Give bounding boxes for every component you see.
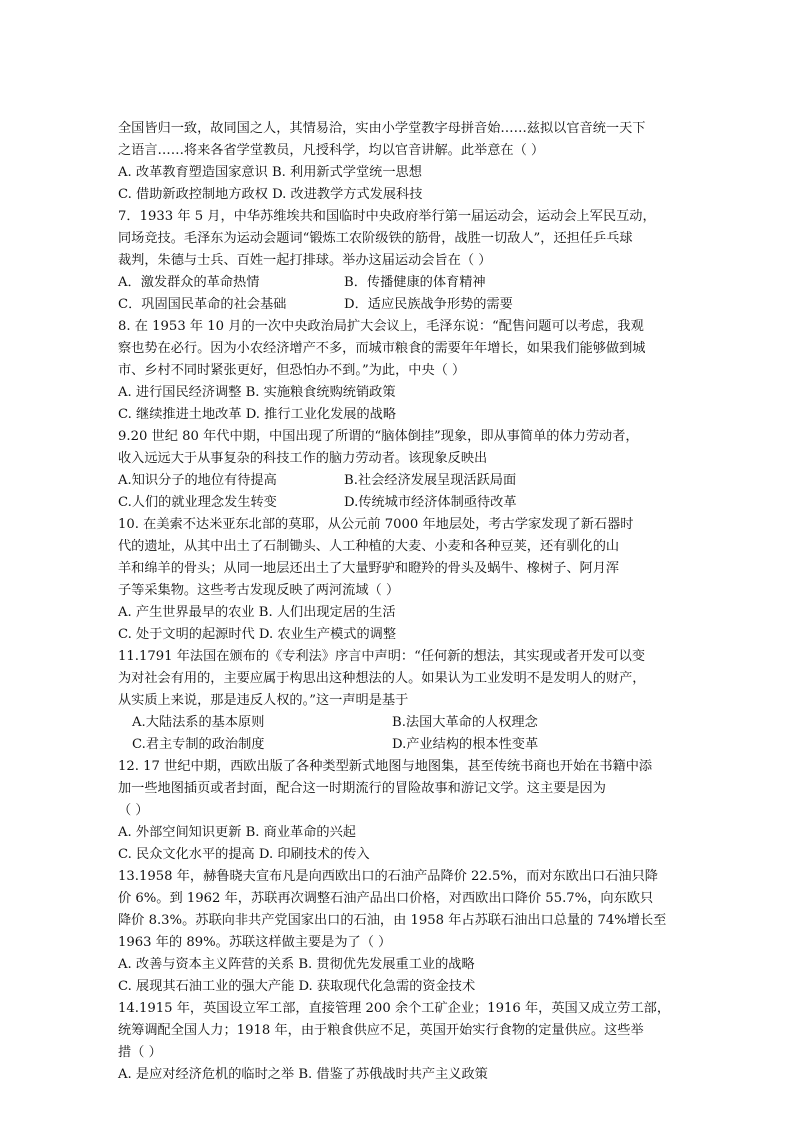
exam-page [118, 118, 690, 1086]
option-row [118, 294, 690, 316]
text-line: 裁判，朱德与士兵、百姓一起打排球。举办这届运动会旨在（ ） [118, 253, 492, 268]
question-7-stem [118, 206, 690, 272]
text-line: 14.1915 年，英国设立军工部，直接管理 200 余个工矿企业；1916 年，英国又成立劳工部， [118, 1001, 671, 1016]
text-line: 察也势在必行。因为小农经济增产不多，而城市粮食的需要年年增长，如果我们能够做到城 [118, 341, 646, 356]
text-line: 11.1791 年法国在颁布的《专利法》序言中声明：“任何新的想法，其实现或者开发可以变 [118, 649, 646, 664]
text-line: 代的遗址，从其中出土了石制锄头、人工种植的大麦、小麦和各种豆荚，还有驯化的山 [118, 539, 620, 554]
option-line: C. 继续推进土地改革 D. 推行工业化发展的战略 [118, 407, 397, 422]
option-d: D．适应民族战争形势的需要 [344, 297, 513, 312]
option-line: C. 展现其石油工业的强大产能 D. 获取现代化急需的资金技术 [118, 979, 476, 994]
question-12-options [118, 822, 690, 866]
option-a: A．激发群众的革命热情 [118, 275, 260, 290]
option-line: A. 是应对经济危机的临时之举 B. 借鉴了苏俄战时共产主义政策 [118, 1067, 488, 1082]
option-c: C．巩固国民革命的社会基础 [118, 297, 287, 312]
option-row [118, 470, 690, 492]
text-line: 措（ ） [118, 1045, 162, 1060]
question-12-stem [118, 756, 690, 822]
option-line: A. 进行国民经济调整 B. 实施粮食统购统销政策 [118, 385, 396, 400]
question-13-options [118, 954, 690, 998]
option-line: A. 产生世界最早的农业 B. 人们出现定居的生活 [118, 605, 396, 620]
option-a: A.大陆法系的基本原则 [132, 715, 265, 730]
question-11-options [118, 712, 690, 756]
option-row [118, 272, 690, 294]
option-c: C.君主专制的政治制度 [132, 737, 265, 752]
option-b: B.法国大革命的人权理念 [392, 715, 538, 730]
text-line: 之语言……将来各省学堂教员，凡授科学，均以官音讲解。此举意在（ ） [118, 143, 545, 158]
text-line: 价 6%。到 1962 年，苏联再次调整石油产品出口价格，对西欧出口降价 55.7%，向东欧只 [118, 891, 654, 906]
text-line: 加一些地图插页或者封面，配合这一时期流行的冒险故事和游记文学。这主要是因为 [118, 781, 606, 796]
question-10-stem [118, 514, 690, 602]
text-line: （ ） [118, 803, 149, 818]
text-line: 从实质上来说，那是违反人权的。”这一声明是基于 [118, 693, 409, 708]
option-row [118, 712, 690, 734]
option-row [118, 492, 690, 514]
text-line: 子等采集物。这些考古发现反映了两河流域（ ） [118, 583, 400, 598]
option-row [118, 734, 690, 756]
option-line: C. 借助新政控制地方政权 D. 改进教学方式发展科技 [118, 187, 423, 202]
question-14-options [118, 1064, 690, 1086]
question-6-options [118, 162, 690, 206]
text-line: 13.1958 年，赫鲁晓夫宣布凡是向西欧出口的石油产品降价 22.5%，而对东欧出口石油只降 [118, 869, 658, 884]
question-9-stem [118, 426, 690, 470]
text-line: 市、乡村不同时紧张更好，但恐怕办不到。”为此，中央（ ） [118, 363, 466, 378]
question-7-options [118, 272, 690, 316]
option-line: C. 民众文化水平的提高 D. 印刷技术的传入 [118, 847, 370, 862]
option-d: D.产业结构的根本性变革 [392, 737, 539, 752]
question-11-stem [118, 646, 690, 712]
option-d: D.传统城市经济体制亟待改革 [344, 495, 517, 510]
option-b: B．传播健康的体育精神 [344, 275, 486, 290]
text-line: 9.20 世纪 80 年代中期，中国出现了所谓的“脑体倒挂”现象，即从事简单的体力劳动者， [118, 429, 639, 444]
question-13-stem [118, 866, 690, 954]
question-14-stem [118, 998, 690, 1064]
option-c: C.人们的就业理念发生转变 [118, 495, 277, 510]
text-line: 羊和绵羊的骨头；从同一地层还出土了大量野驴和瞪羚的骨头及蜗牛、橡树子、阿月浑 [118, 561, 620, 576]
option-line: C. 处于文明的起源时代 D. 农业生产模式的调整 [118, 627, 397, 642]
option-line: A. 外部空间知识更新 B. 商业革命的兴起 [118, 825, 356, 840]
option-line: A. 改革教育塑造国家意识 B. 利用新式学堂统一思想 [118, 165, 422, 180]
question-6-stem [118, 118, 690, 162]
text-line: 12. 17 世纪中期，西欧出版了各种类型新式地图与地图集，甚至传统书商也开始在书籍中添 [118, 759, 653, 774]
option-a: A.知识分子的地位有待提高 [118, 473, 277, 488]
question-10-options [118, 602, 690, 646]
text-line: 7．1933 年 5 月，中华苏维埃共和国临时中央政府举行第一届运动会，运动会上军民互动， [118, 209, 656, 224]
option-line: A. 改善与资本主义阵营的关系 B. 贯彻优先发展重工业的战略 [118, 957, 475, 972]
text-line: 全国皆归一致，故同国之人，其情易洽，实由小学堂教字母拼音始……兹拟以官音统一天下 [118, 121, 646, 136]
text-line: 1963 年的 89%。苏联这样做主要是为了（ ） [118, 935, 392, 950]
text-line: 为对社会有用的，主要应属于构思出这种想法的人。如果认为工业发明不是发明人的财产， [118, 671, 646, 686]
text-line: 10. 在美索不达米亚东北部的莫耶，从公元前 7000 年地层处，考古学家发现了新石器时 [118, 517, 634, 532]
question-8-stem [118, 316, 690, 382]
text-line: 统筹调配全国人力；1918 年，由于粮食供应不足，英国开始实行食物的定量供应。这些举 [118, 1023, 644, 1038]
question-9-options [118, 470, 690, 514]
option-b: B.社会经济发展呈现活跃局面 [344, 473, 517, 488]
text-line: 同场竞技。毛泽东为运动会题词“锻炼工农阶级铁的筋骨，战胜一切敌人”，还担任乒乓球 [118, 231, 633, 246]
text-line: 降价 8.3%。苏联向非共产党国家出口的石油，由 1958 年占苏联石油出口总量的 74%增长至 [118, 913, 667, 928]
text-line: 8. 在 1953 年 10 月的一次中央政治局扩大会议上，毛泽东说：“配售问题可以考虑，我观 [118, 319, 644, 334]
question-8-options [118, 382, 690, 426]
text-line: 收入远远大于从事复杂的科技工作的脑力劳动者。该现象反映出 [118, 451, 488, 466]
